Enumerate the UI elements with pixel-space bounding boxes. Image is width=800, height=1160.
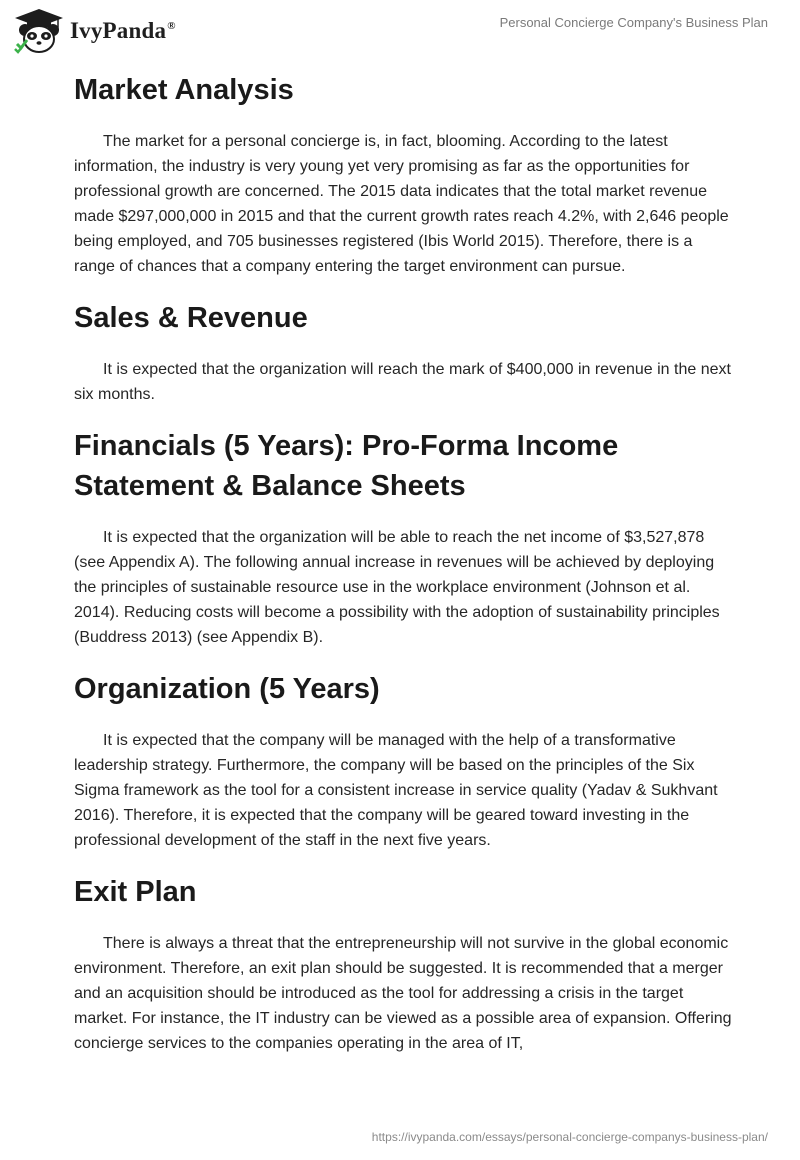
document-title: Personal Concierge Company's Business Plan xyxy=(499,15,768,30)
section-organization xyxy=(74,669,734,853)
section-paragraph: It is expected that the organization will be able to reach the net income of $3,527,878 (see Appendix A). The following annual increase in revenues will be achieved by deploying the principles of sustainable resource use in the workplace environment (Johnson et al. 2014). Reducing costs will become a possibility with the adoption of sustainability principles (Buddress 2013) (see Appendix B). xyxy=(74,529,720,646)
logo-text: IvyPanda® xyxy=(70,18,176,43)
section-exit-plan xyxy=(74,872,734,1056)
source-url-link[interactable]: https://ivypanda.com/essays/personal-concierge-companys-business-plan/ xyxy=(371,1130,768,1144)
panda-graduate-icon xyxy=(14,8,64,54)
section-sales-revenue xyxy=(74,298,734,407)
section-paragraph: The market for a personal concierge is, in fact, blooming. According to the latest information, the industry is very young yet very promising as far as the opportunities for professional growth are concerned. The 2015 data indicates that the total market revenue made $297,000,000 in 2015 and that the current growth rates reach 4.2%, with 2,646 people being employed, and 705 businesses registered (Ibis World 2015). Therefore, there is a range of chances that a company entering the target environment can pursue. xyxy=(74,133,729,275)
section-heading: Market Analysis xyxy=(74,74,294,106)
section-paragraph: It is expected that the company will be managed with the help of a transformative leadership strategy. Furthermore, the company will be based on the principles of the Six Sigma framework as the tool for a consistent increase in service quality (Yadav & Sukhvant 2016). Therefore, it is expected that the company will be geared toward investing in the professional development of the staff in the next five years. xyxy=(74,732,718,849)
section-heading: Exit Plan xyxy=(74,876,197,908)
section-paragraph: There is always a threat that the entrepreneurship will not survive in the global economic environment. Therefore, an exit plan should be suggested. It is recommended that a merger and an acquisition should be introduced as the tool for addressing a crisis in the target market. For instance, the IT industry can be viewed as a possible area of expansion. Offering concierge services to the companies operating in the area of IT, xyxy=(74,935,732,1052)
essay-content xyxy=(74,70,734,1056)
page-header xyxy=(0,0,800,60)
section-heading: Sales & Revenue xyxy=(74,302,308,334)
section-heading: Financials (5 Years): Pro-Forma Income Statement & Balance Sheets xyxy=(74,430,619,502)
ivypanda-logo[interactable] xyxy=(14,8,176,54)
section-paragraph: It is expected that the organization will reach the mark of $400,000 in revenue in the next six months. xyxy=(74,361,731,403)
section-market-analysis xyxy=(74,70,734,279)
section-financials xyxy=(74,426,734,650)
section-heading: Organization (5 Years) xyxy=(74,673,380,705)
